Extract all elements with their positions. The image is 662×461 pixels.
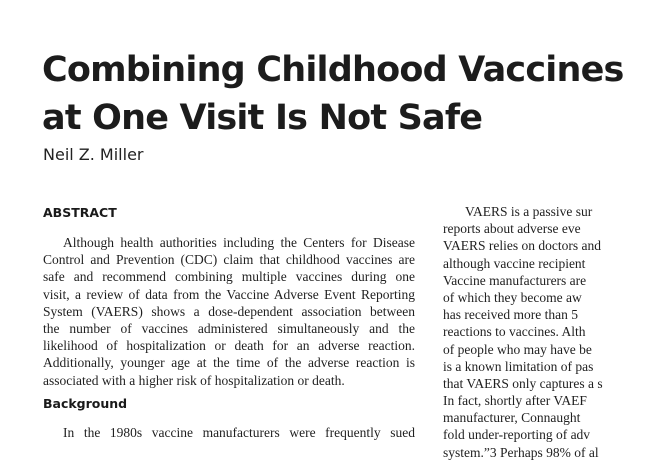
- right-line: VAERS is a passive sur: [465, 204, 593, 219]
- right-line: manufacturer, Connaught: [443, 410, 581, 426]
- right-line: has received more than 5: [443, 307, 578, 323]
- article-title: [42, 46, 662, 142]
- abstract-line: the number of vaccines administered simultaneously and the: [43, 320, 415, 336]
- abstract-line: associated with a higher risk of hospitalization or death.: [43, 372, 345, 388]
- title-line-2: at One Visit Is Not Safe: [42, 98, 483, 138]
- right-line: of people who may have be: [443, 341, 592, 357]
- abstract-line: likelihood of hospitalization or death for an adverse reaction.: [43, 338, 415, 354]
- abstract-line: Additionally, younger age at the time of the adverse reaction is: [43, 355, 415, 371]
- right-column-body: [443, 203, 613, 461]
- right-line: Vaccine manufacturers are: [443, 272, 587, 288]
- right-line: is a known limitation of pas: [443, 358, 594, 374]
- right-line: reports about adverse eve: [443, 221, 581, 237]
- background-heading: Background: [43, 396, 128, 411]
- background-body: [43, 424, 415, 441]
- abstract-line: safe and recommend combining multiple vaccines during one: [43, 269, 415, 285]
- abstract-line: visit, a review of data from the Vaccine Adverse Event Reporting: [43, 286, 415, 302]
- right-line: although vaccine recipient: [443, 255, 586, 271]
- right-line: VAERS relies on doctors and: [443, 238, 601, 254]
- right-line: system.”3 Perhaps 98% of al: [443, 444, 599, 460]
- right-line: that VAERS only captures a s: [443, 375, 603, 391]
- abstract-body: [43, 234, 415, 389]
- right-line: reactions to vaccines. Alth: [443, 324, 586, 340]
- abstract-heading: ABSTRACT: [43, 205, 117, 220]
- abstract-line: System (VAERS) shows a dose-dependent association between: [43, 303, 415, 319]
- right-line: fold under-reporting of adv: [443, 427, 591, 443]
- abstract-line: Although health authorities including the Centers for Disease: [63, 235, 415, 250]
- right-line: of which they become aw: [443, 289, 582, 305]
- author-name: Neil Z. Miller: [43, 145, 144, 164]
- background-line: In the 1980s vaccine manufacturers were frequently sued: [63, 425, 415, 440]
- right-line: In fact, shortly after VAEF: [443, 393, 587, 409]
- title-line-1: Combining Childhood Vaccines: [42, 50, 624, 90]
- abstract-line: Control and Prevention (CDC) claim that childhood vaccines are: [43, 252, 415, 268]
